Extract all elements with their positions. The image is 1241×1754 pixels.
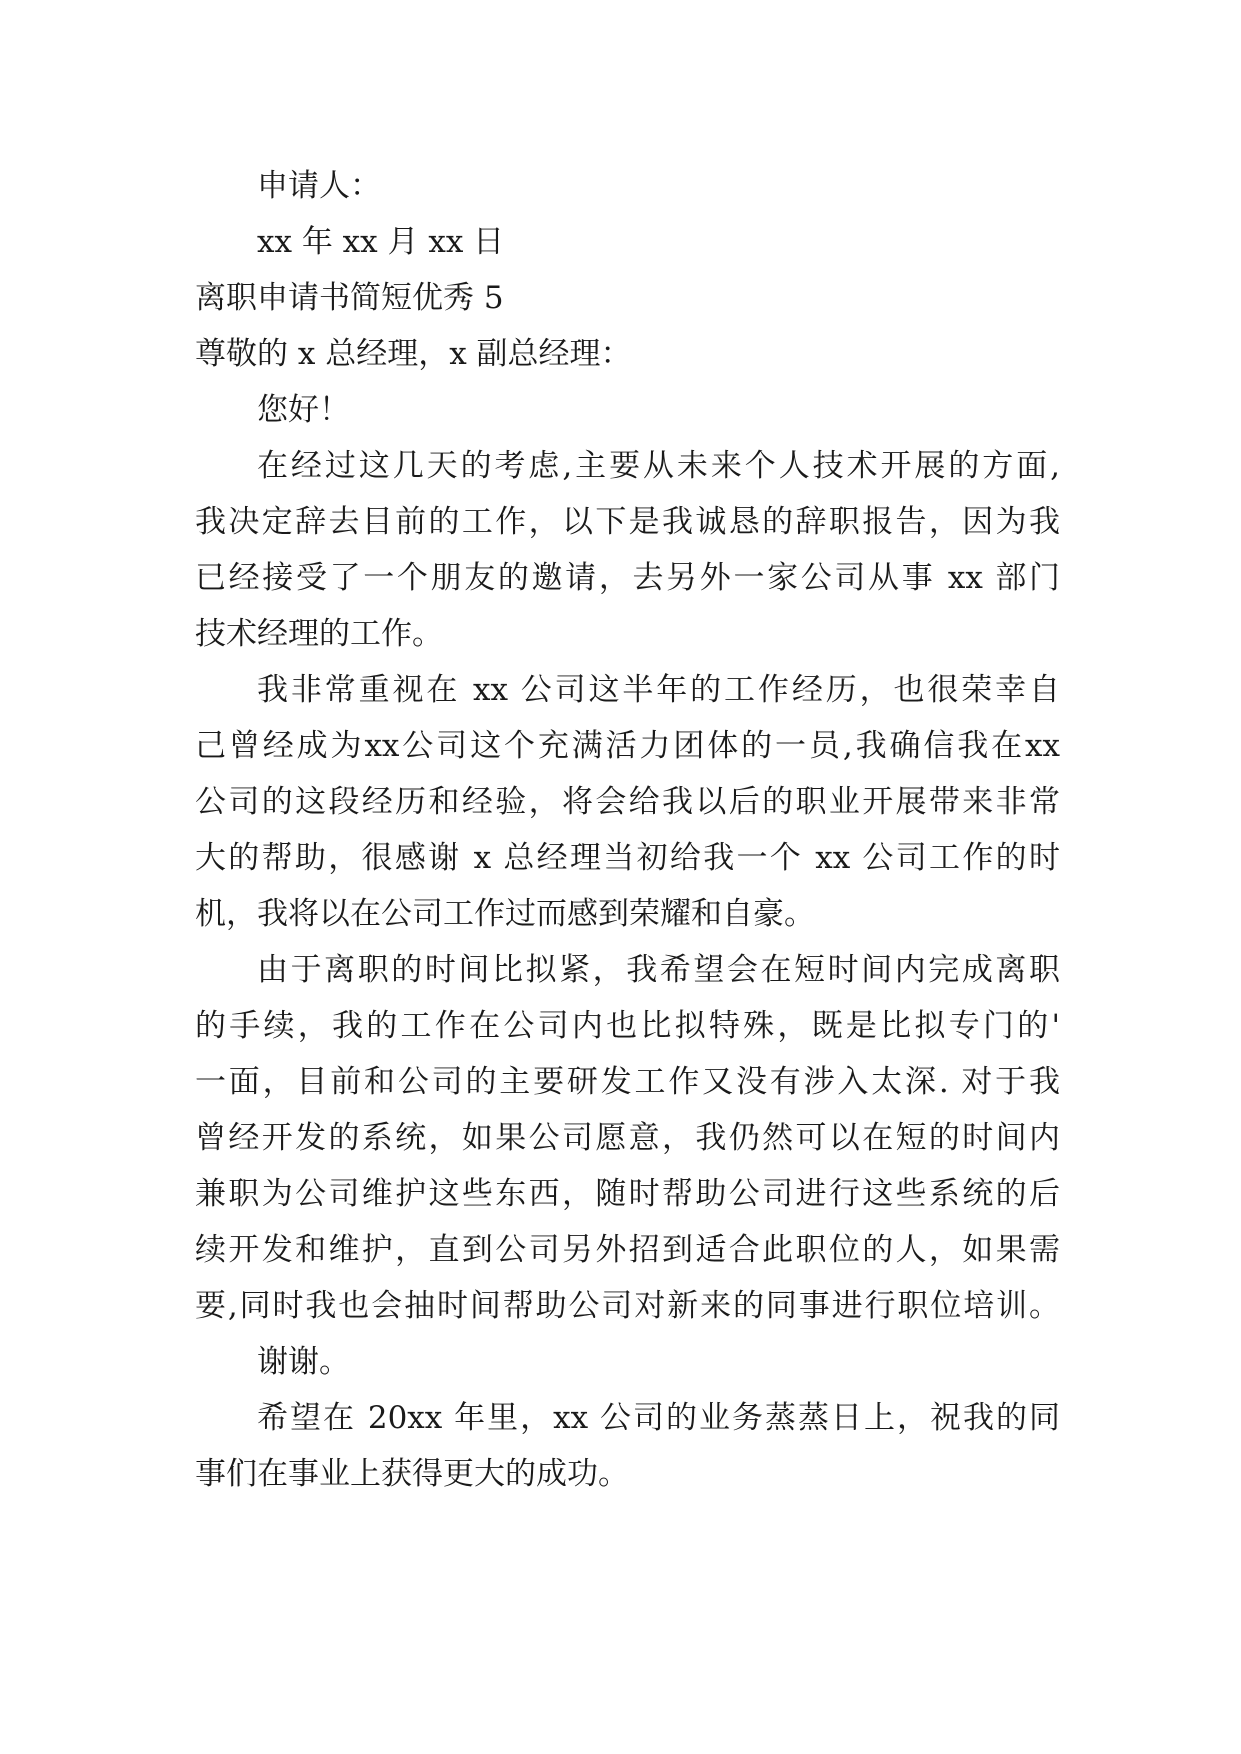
letter-title: 离职申请书简短优秀 5 [195, 280, 504, 316]
paragraph-line: 公司的这段经历和经验，将会给我以后的职业开展带来非常 [195, 784, 1060, 820]
paragraph-line: 事们在事业上获得更大的成功。 [195, 1456, 629, 1492]
paragraph-2 [195, 662, 1060, 942]
document-page [195, 158, 1060, 1502]
applicant-label: 申请人： [257, 168, 381, 204]
thanks: 谢谢。 [257, 1344, 350, 1380]
paragraph-line: 我决定辞去目前的工作，以下是我诚恳的辞职报告，因为我 [195, 504, 1060, 540]
paragraph-line: 我非常重视在 xx 公司这半年的工作经历，也很荣幸自 [257, 672, 1060, 708]
paragraph-3 [195, 942, 1060, 1334]
paragraph-line: 技术经理的工作。 [195, 616, 443, 652]
paragraph-line: 续开发和维护，直到公司另外招到适合此职位的人，如果需 [195, 1232, 1060, 1268]
closing-paragraph [195, 1390, 1060, 1502]
paragraph-line: 由于离职的时间比拟紧，我希望会在短时间内完成离职 [257, 952, 1060, 988]
paragraph-line: 己曾经成为xx公司这个充满活力团体的一员,我确信我在xx [195, 728, 1060, 764]
paragraph-line: 在经过这几天的考虑,主要从未来个人技术开展的方面, [257, 448, 1060, 484]
paragraph-line: 希望在 20xx 年里，xx 公司的业务蒸蒸日上，祝我的同 [257, 1400, 1060, 1436]
paragraph-line: 的手续，我的工作在公司内也比拟特殊，既是比拟专门的' [195, 1008, 1060, 1044]
paragraph-line: 大的帮助，很感谢 x 总经理当初给我一个 xx 公司工作的时 [195, 840, 1060, 876]
paragraph-line: 兼职为公司维护这些东西，随时帮助公司进行这些系统的后 [195, 1176, 1060, 1212]
greeting: 您好！ [257, 392, 350, 428]
paragraph-line: 曾经开发的系统，如果公司愿意，我仍然可以在短的时间内 [195, 1120, 1060, 1156]
paragraph-line: 机，我将以在公司工作过而感到荣耀和自豪。 [195, 896, 815, 932]
signature-date: xx 年 xx 月 xx 日 [257, 224, 505, 260]
paragraph-line: 一面，目前和公司的主要研发工作又没有涉入太深. 对于我 [195, 1064, 1060, 1100]
paragraph-line: 要,同时我也会抽时间帮助公司对新来的同事进行职位培训。 [195, 1288, 1060, 1324]
paragraph-line: 已经接受了一个朋友的邀请，去另外一家公司从事 xx 部门 [195, 560, 1060, 596]
salutation: 尊敬的 x 总经理，x 副总经理： [195, 336, 632, 372]
paragraph-1 [195, 438, 1060, 662]
